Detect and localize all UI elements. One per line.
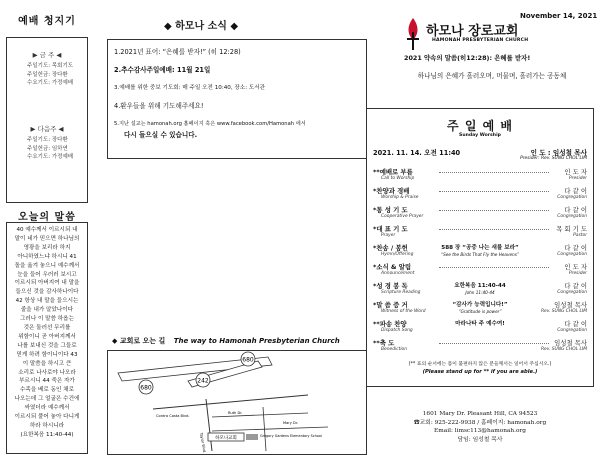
order-star: ** xyxy=(373,320,380,328)
order-label xyxy=(373,262,411,271)
standing-note-en: (Please stand up for ** if you are able.) xyxy=(422,369,538,375)
news-item-2 xyxy=(114,66,360,75)
bulletin-date: November 14, 2021 xyxy=(520,12,598,20)
verse-line: 영광을 보리라 하지 xyxy=(23,244,71,251)
church-logo-icon xyxy=(403,16,423,52)
news-item-5-cont xyxy=(114,131,360,140)
order-row xyxy=(367,204,593,222)
mary-dr-road xyxy=(212,427,328,431)
verse-line: 이르시되 풀어 놓아 다니게 xyxy=(14,414,80,421)
verse-line: 돌을 옮겨 놓으니 예수께서 xyxy=(14,262,80,269)
news-text: 다시 들으실 수 있습니다. xyxy=(124,131,198,139)
yearly-motto: 2021 약속의 말씀(히12:28): 은혜를 받자! xyxy=(404,54,531,62)
verse-line: 하라 하시니라 xyxy=(29,422,65,429)
order-label-text: 찬양과 경배 xyxy=(376,187,410,195)
order-row xyxy=(367,223,593,241)
school-label: Gregory Gardens Elementary School xyxy=(260,434,322,438)
order-leader-en: Congregation xyxy=(557,252,587,257)
order-label-text: 소식 & 알림 xyxy=(376,263,412,271)
news-item-1 xyxy=(114,48,360,57)
news-text: 예배를 위한 중보 기도회: 매 주일 오전 10:40, 장소: 도서관 xyxy=(119,85,266,91)
order-star: ** xyxy=(373,339,380,347)
verse-line: 들으신 것을 감사하나이다 xyxy=(15,289,79,296)
order-label-text: 축 도 xyxy=(379,339,395,347)
news-num: 2. xyxy=(114,66,122,74)
this-week-item: 주일기도: 목회기도 xyxy=(27,63,74,69)
church-address: 1601 Mary Dr. Pleasant Hill, CA 94523 xyxy=(422,411,538,417)
church-tagline: 하나님의 은혜가 흘러오며, 머물며, 흘러가는 공동체 xyxy=(417,72,567,80)
church-name-ko: 하모나 장로교회 xyxy=(426,24,519,39)
leader-dots xyxy=(439,267,549,268)
order-row xyxy=(367,166,593,184)
order-label xyxy=(373,338,394,347)
verse-box xyxy=(6,222,88,454)
stewards-title: 예배 청지기 xyxy=(18,16,76,27)
order-detail-en: John 11:40-44 xyxy=(465,290,495,295)
verse-line: 40 예수께서 이르시되 내 xyxy=(16,227,78,233)
news-item-3 xyxy=(114,84,360,93)
order-leader-en: Congregation xyxy=(557,195,587,200)
ruth-label: Ruth Dr. xyxy=(228,411,243,415)
school-marker-icon xyxy=(246,434,258,440)
order-row xyxy=(367,261,593,279)
next-week-item: 주일헌금: 임하연 xyxy=(27,145,68,152)
verse-line: 42 항상 내 말을 들으시는 xyxy=(15,298,79,305)
worship-order-box xyxy=(366,108,594,387)
news-item-5 xyxy=(114,120,360,129)
order-star: * xyxy=(373,263,377,271)
verse-line: 줄을 내가 알았나이다 xyxy=(20,307,74,314)
church-name-en: HAMONAH PRESBYTERIAN CHURCH xyxy=(432,38,529,43)
news-num: 3. xyxy=(114,85,120,91)
order-leader: 다 같 이 xyxy=(564,187,587,195)
this-week-list xyxy=(27,62,73,88)
order-star: * xyxy=(373,301,377,309)
worship-subtitle: Sunday Worship xyxy=(459,133,501,138)
verse-line: 소리로 나사로야 나오라 xyxy=(18,369,76,376)
order-star: ** xyxy=(373,168,380,176)
service-time: 2021. 11. 14. 오전 11:40 xyxy=(373,149,461,157)
verse-line: 말이 네가 믿으면 하나님의 xyxy=(14,235,80,242)
order-leader-en: Congregation xyxy=(557,328,587,333)
verse-line: 이르시되 아버지여 내 말을 xyxy=(14,280,80,287)
map-title-ko: ◆ 교회로 오는 길 xyxy=(112,337,166,345)
leader-dots xyxy=(439,210,549,211)
order-leader: 다 같 이 xyxy=(564,282,587,290)
verse-line: 그러나 이 말씀 하옵는 xyxy=(20,316,74,323)
hwy-242-label: 242 xyxy=(197,377,209,385)
order-detail-en: “See the Birds That Fly the Heavens” xyxy=(440,252,520,257)
order-label-en: Worship & Praise xyxy=(381,195,419,200)
news-text: 2021년 표어: “은혜를 받자!” (히 12:28) xyxy=(120,48,241,56)
next-week-item: 수요기도: 가정예배 xyxy=(27,154,74,160)
map-illustration xyxy=(108,351,366,454)
news-text: 지난 설교는 hamonah.org 홈페이지 혹은 www.facebook.com/Hamonah 에서 xyxy=(118,121,306,127)
order-leader: 인 도 자 xyxy=(564,263,587,271)
this-week-heading: ▶ 금 주 ◀ xyxy=(32,51,62,59)
news-num: 5. xyxy=(114,121,119,127)
order-label-text: 말 씀 증 거 xyxy=(376,301,408,309)
hwy-680-label: 680 xyxy=(242,356,254,364)
order-row xyxy=(367,242,593,260)
order-row xyxy=(367,280,593,298)
order-row xyxy=(367,337,593,355)
order-label-en: Announcement xyxy=(381,271,415,276)
ruth-dr-road xyxy=(212,413,308,417)
map-title-en: The way to Hamonah Presbyterian Church xyxy=(173,337,340,345)
order-leader: 목 회 기 도 xyxy=(556,225,587,233)
verse-line: 눈을 들어 우러러 보시고 xyxy=(17,271,77,278)
stewards-box xyxy=(6,37,88,203)
order-label xyxy=(373,224,408,233)
verse-line: 것은 둘러선 무리를 xyxy=(23,324,71,331)
taylor-blvd-road xyxy=(206,399,212,451)
order-label-en: Call to Worship xyxy=(381,176,415,181)
order-leader-en: Rev. SUNG CHOL LIM xyxy=(540,309,587,314)
order-leader-en: Rev. SUNG CHOL LIM xyxy=(540,347,587,352)
order-detail: 마라나타 주 예수여! xyxy=(455,321,505,327)
next-week-heading: ▶ 다음주 ◀ xyxy=(30,125,64,133)
news-text: 환우들을 위해 기도해주세요! xyxy=(120,102,204,110)
order-leader-en: Pastor xyxy=(573,233,587,238)
church-contact xyxy=(370,410,590,444)
news-text: 추수감사주일예배: 11월 21일 xyxy=(121,66,211,74)
order-leader-en: Presider xyxy=(569,176,587,181)
news-num: 4. xyxy=(114,102,121,110)
order-star: * xyxy=(373,206,377,214)
order-row xyxy=(367,318,593,336)
order-label-text: 성 경 봉 독 xyxy=(376,282,408,290)
order-label-text: 예배로 부름 xyxy=(379,168,413,176)
order-row xyxy=(367,185,593,203)
order-detail: 요한복음 11:40-44 xyxy=(454,283,506,289)
order-leader: 다 같 이 xyxy=(564,320,587,328)
verse-line: 부르시니 44 죽은 자가 xyxy=(19,378,75,385)
order-leader: 다 같 이 xyxy=(564,244,587,252)
mary-label: Mary Dr. xyxy=(283,421,299,425)
news-num: 1. xyxy=(114,48,121,56)
leader-dots xyxy=(439,229,549,230)
order-detail-en: “Gratitude is power” xyxy=(458,309,502,314)
order-leader: 임성철 목사 xyxy=(554,339,587,347)
verse-line: 아니하였느냐 하시니 41 xyxy=(17,253,77,260)
taylor-label: Taylor Blvd. xyxy=(199,432,207,454)
verse-line: 믿게 하려 함이니이다 43 xyxy=(16,351,78,358)
order-leader: 인 도 자 xyxy=(564,168,587,176)
leader-dots xyxy=(439,172,549,173)
order-leader: 임성철 목사 xyxy=(554,301,587,309)
order-label xyxy=(373,205,408,214)
verse-line: 위함이니 곧 아버지께서 xyxy=(18,333,76,340)
service-leader-en: Presider: Rev. SUNG CHOL LIM xyxy=(520,156,587,161)
order-label-en: Witness of the Word xyxy=(381,309,426,314)
standing-note-ko: (** 표의 순서에는 몸이 불편하지 않은 분들께서는 일어서 주십시오.) xyxy=(408,362,552,367)
order-label-en: Dispatch Song xyxy=(381,328,413,333)
next-week-item: 주일기도: 장다환 xyxy=(27,137,68,143)
order-star: * xyxy=(373,187,377,195)
next-week-list xyxy=(27,136,73,162)
leader-dots xyxy=(439,343,549,344)
church-label: 하모나교회 xyxy=(215,436,237,441)
order-row xyxy=(367,299,593,317)
order-label-text: 파송 찬양 xyxy=(379,320,407,328)
order-label xyxy=(373,186,409,195)
news-item-4 xyxy=(114,102,360,111)
order-star: * xyxy=(373,282,377,290)
verse-line: 나오는데 그 얼굴은 수건에 xyxy=(14,396,80,403)
order-label xyxy=(373,167,413,176)
church-pastor: 담임: 임성철 목사 xyxy=(457,436,503,443)
order-label-en: Prayer xyxy=(381,233,396,238)
order-label-text: 찬송 / 봉헌 xyxy=(376,244,408,252)
church-email[interactable]: Email: limsc113@hamonah.org xyxy=(434,428,526,434)
worship-title: 주 일 예 배 xyxy=(447,119,513,133)
order-star: * xyxy=(373,244,377,252)
order-label-en: Scripture Reading xyxy=(381,290,421,295)
order-label-en: Cooperative Prayer xyxy=(381,214,424,219)
order-leader-en: Congregation xyxy=(557,214,587,219)
this-week-item: 수요기도: 가정예배 xyxy=(27,80,74,86)
order-label-en: Benediction xyxy=(381,347,408,352)
verse-line: (요한복음 11:40-44) xyxy=(20,431,74,438)
this-week-item: 주일헌금: 장다환 xyxy=(27,71,68,78)
verse-title: 오늘의 말씀 xyxy=(18,212,76,223)
verse-text xyxy=(7,226,87,440)
news-box xyxy=(107,39,367,159)
directions-map xyxy=(107,350,367,455)
order-label-text: 통 성 기 도 xyxy=(376,206,408,214)
order-label-text: 대 표 기 도 xyxy=(376,225,408,233)
hwy-680-label-2: 680 xyxy=(140,384,152,392)
contra-costa-label: Contra Costa Blvd. xyxy=(156,414,190,418)
order-leader: 다 같 이 xyxy=(564,206,587,214)
leader-dots xyxy=(439,191,549,192)
order-leader-en: Congregation xyxy=(557,290,587,295)
verse-line: 이 말씀을 하시고 큰 xyxy=(22,360,72,367)
verse-line: 나를 보내신 것을 그들로 xyxy=(17,342,77,349)
order-detail: 588 장 “공중 나는 새를 보라” xyxy=(441,245,519,251)
verse-line: 싸였더라 예수께서 xyxy=(24,405,70,412)
service-leader: 인 도 : 임성철 목사 xyxy=(530,149,587,157)
contra-costa-blvd-road xyxy=(153,395,308,409)
map-title xyxy=(112,336,340,346)
order-star: * xyxy=(373,225,377,233)
order-label-en: Hymn/Offering xyxy=(381,252,414,257)
church-phone: ☎교회: 925-222-9938 / 홈페이지: hamonah.org xyxy=(413,419,547,426)
order-leader-en: Presider xyxy=(569,271,587,276)
verse-line: 수족을 베로 동인 채로 xyxy=(20,387,74,394)
news-title: ◆ 하모나 소식 ◆ xyxy=(164,21,239,32)
order-detail: “감사가 능력입니다!” xyxy=(452,302,508,308)
